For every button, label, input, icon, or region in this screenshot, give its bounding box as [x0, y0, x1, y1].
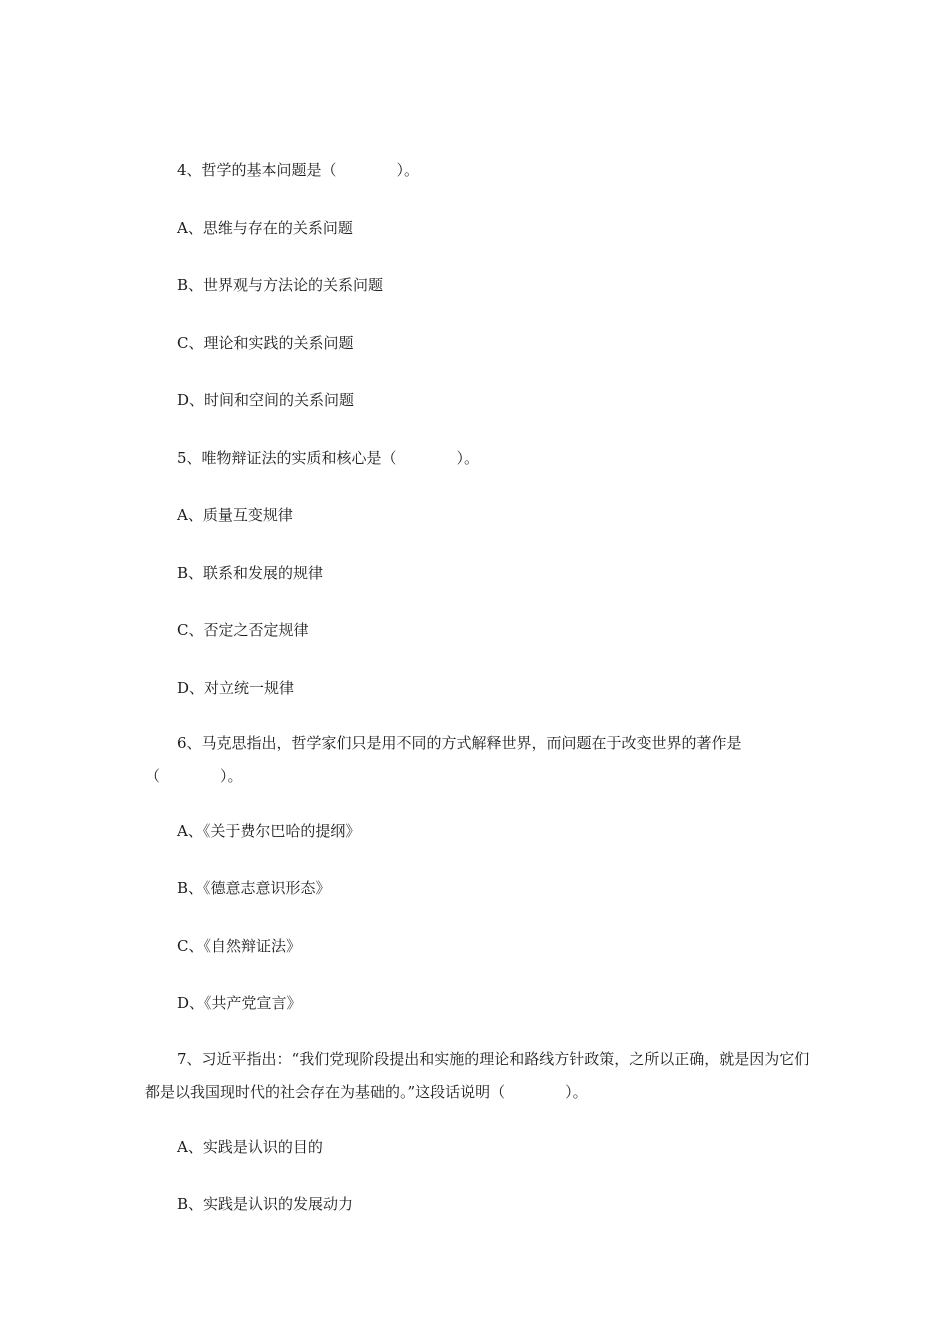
question-5-option-a: A、质量互变规律: [177, 506, 293, 524]
question-4-option-a: A、思维与存在的关系问题: [177, 219, 353, 237]
question-4-option-d: D、时间和空间的关系问题: [177, 391, 355, 409]
question-4-option-c: C、理论和实践的关系问题: [177, 334, 354, 352]
question-4-stem: 4、哲学的基本问题是（ ）。: [177, 161, 420, 179]
question-7-option-b: B、实践是认识的发展动力: [177, 1195, 354, 1213]
question-7-stem: 7、习近平指出：“我们党现阶段提出和实施的理论和路线方针政策，之所以正确，就是因为它们都是以我国现时代的社会存在为基础的。”这段话说明（ ）。: [145, 1050, 810, 1101]
question-7-option-a: A、实践是认识的目的: [177, 1138, 323, 1156]
question-6-option-c: C、《自然辩证法》: [177, 937, 301, 955]
question-6-option-b: B、《德意志意识形态》: [177, 879, 331, 897]
question-6-stem: 6、马克思指出，哲学家们只是用不同的方式解释世界，而问题在于改变世界的著作是（ ）。: [145, 734, 742, 785]
question-5-option-c: C、否定之否定规律: [177, 621, 309, 639]
question-5-stem: 5、唯物辩证法的实质和核心是（ ）。: [177, 449, 480, 467]
question-5-option-d: D、对立统一规律: [177, 679, 295, 697]
question-4-option-b: B、世界观与方法论的关系问题: [177, 276, 384, 294]
question-5-option-b: B、联系和发展的规律: [177, 564, 324, 582]
question-6-option-a: A、《关于费尔巴哈的提纲》: [177, 822, 361, 840]
question-6-option-d: D、《共产党宣言》: [177, 994, 302, 1012]
